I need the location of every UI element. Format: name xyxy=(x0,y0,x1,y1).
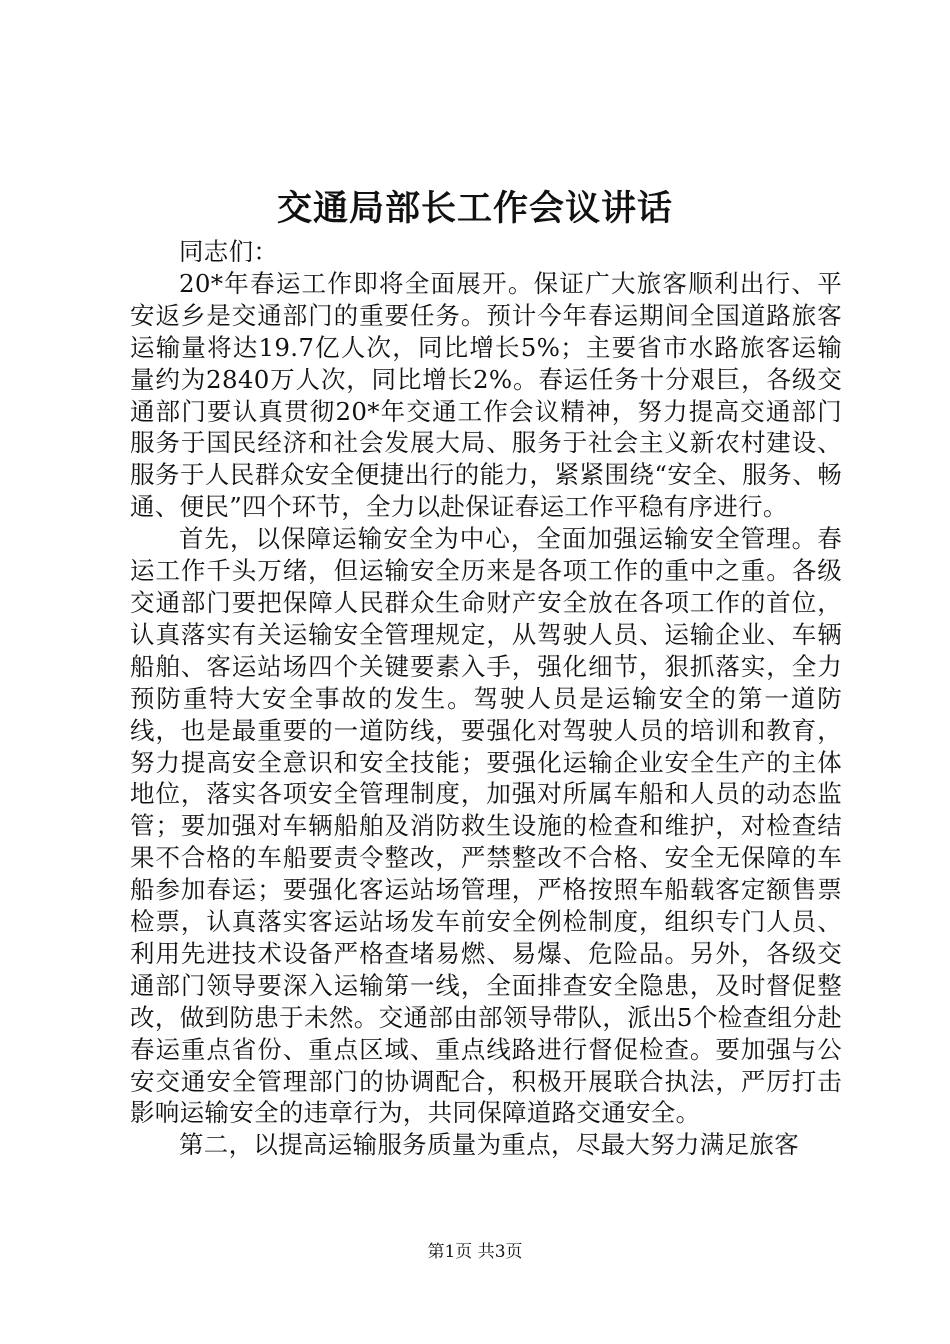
paragraph-2: 首先，以保障运输安全为中心，全面加强运输安全管理。春运工作千头万绪，但运输安全历来是各项工作的重中之重。各级交通部门要把保障人民群众生命财产安全放在各项工作的首位，认真落实有关运输安全管理规定，从驾驶人员、运输企业、车辆船舶、客运站场四个关键要素入手，强化细节，狠抓落实，全力预防重特大安全事故的发生。驾驶人员是运输安全的第一道防线，也是最重要的一道防线，要强化对驾驶人员的培训和教育，努力提高安全意识和安全技能；要强化运输企业安全生产的主体地位，落实各项安全管理制度，加强对所属车船和人员的动态监管；要加强对车辆船舶及消防救生设施的检查和维护，对检查结果不合格的车船要责令整改，严禁整改不合格、安全无保障的车船参加春运；要强化客运站场管理，严格按照车船载客定额售票检票，认真落实客运站场发车前安全例检制度，组织专门人员、利用先进技术设备严格查堵易燃、易爆、危险品。另外，各级交通部门领导要深入运输第一线，全面排查安全隐患，及时督促整改，做到防患于未然。交通部由部领导带队，派出5个检查组分赴春运重点省份、重点区域、重点线路进行督促检查。要加强与公安交通安全管理部门的协调配合，积极开展联合执法，严厉打击影响运输安全的违章行为，共同保障道路交通安全。 xyxy=(130,524,842,1128)
salutation: 同志们： xyxy=(179,237,279,266)
document-body xyxy=(130,236,842,1161)
page-indicator: 第1页 共3页 xyxy=(427,1242,523,1262)
document-title: 交通局部长工作会议讲话 xyxy=(276,188,673,229)
paragraph-1: 20*年春运工作即将全面展开。保证广大旅客顺利出行、平安返乡是交通部门的重要任务。预计今年春运期间全国道路旅客运输量将达19.7亿人次，同比增长5%；主要省市水路旅客运输量约为2840万人次，同比增长2%。春运任务十分艰巨，各级交通部门要认真贯彻20*年交通工作会议精神，努力提高交通部门服务于国民经济和社会发展大局、服务于社会主义新农村建设、服务于人民群众安全便捷出行的能力，紧紧围绕“安全、服务、畅通、便民”四个环节，全力以赴保证春运工作平稳有序进行。 xyxy=(130,268,842,522)
paragraph-3: 第二，以提高运输服务质量为重点，尽最大努力满足旅客 xyxy=(179,1130,799,1160)
